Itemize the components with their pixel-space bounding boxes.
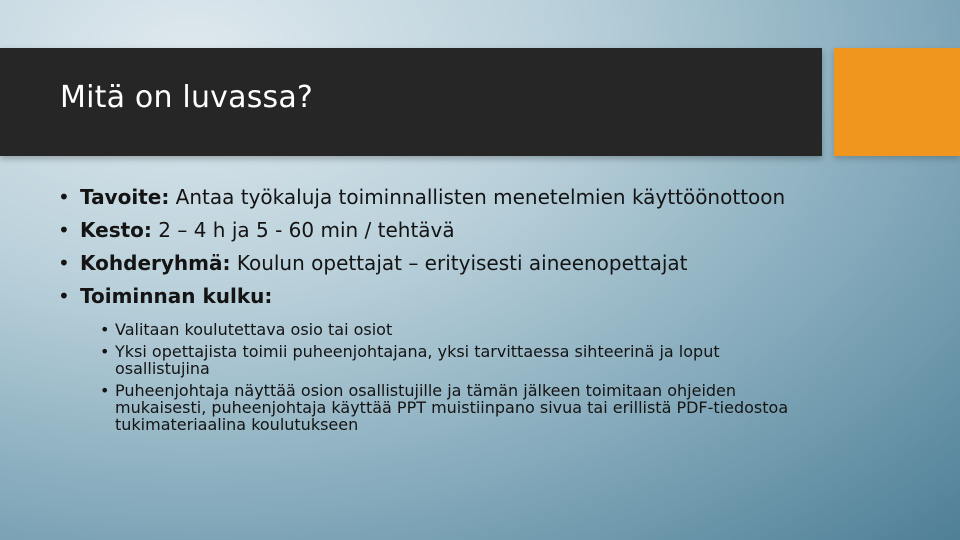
bullet-list: [58, 186, 818, 433]
bullet-target-group: [58, 252, 818, 274]
bullet-text: Antaa työkaluja toiminnallisten menetelmien käyttöönottoon: [169, 185, 786, 209]
sub-bullet: • Puheenjohtaja näyttää osion osallistujille ja tämän jälkeen toimitaan ohjeiden mukaisesti, puheenjohtaja käyttää PPT muistiinpano sivua tai erillistä PDF-tiedostoa tukimateriaalina koulutukseen: [100, 382, 818, 433]
bullet-text: 2 – 4 h ja 5 - 60 min / tehtävä: [151, 218, 455, 242]
bullet-term: Kohderyhmä:: [80, 251, 231, 275]
bullet-term: Kesto:: [80, 218, 152, 242]
sub-bullet-list: [100, 321, 818, 433]
accent-box: [834, 48, 960, 156]
bullet-goal: [58, 186, 818, 208]
sub-bullet: • Yksi opettajista toimii puheenjohtajana, yksi tarvittaessa sihteerinä ja loput osallistujina: [100, 343, 818, 377]
bullet-text: Koulun opettajat – erityisesti aineenopettajat: [230, 251, 688, 275]
slide-body: [58, 186, 818, 444]
bullet-term: Tavoite:: [80, 185, 170, 209]
slide-title: Mitä on luvassa?: [60, 80, 314, 115]
sub-bullet: • Valitaan koulutettava osio tai osiot: [100, 321, 818, 338]
bullet-procedure: [58, 285, 818, 433]
bullet-duration: [58, 219, 818, 241]
bullet-term: Toiminnan kulku:: [80, 284, 273, 308]
